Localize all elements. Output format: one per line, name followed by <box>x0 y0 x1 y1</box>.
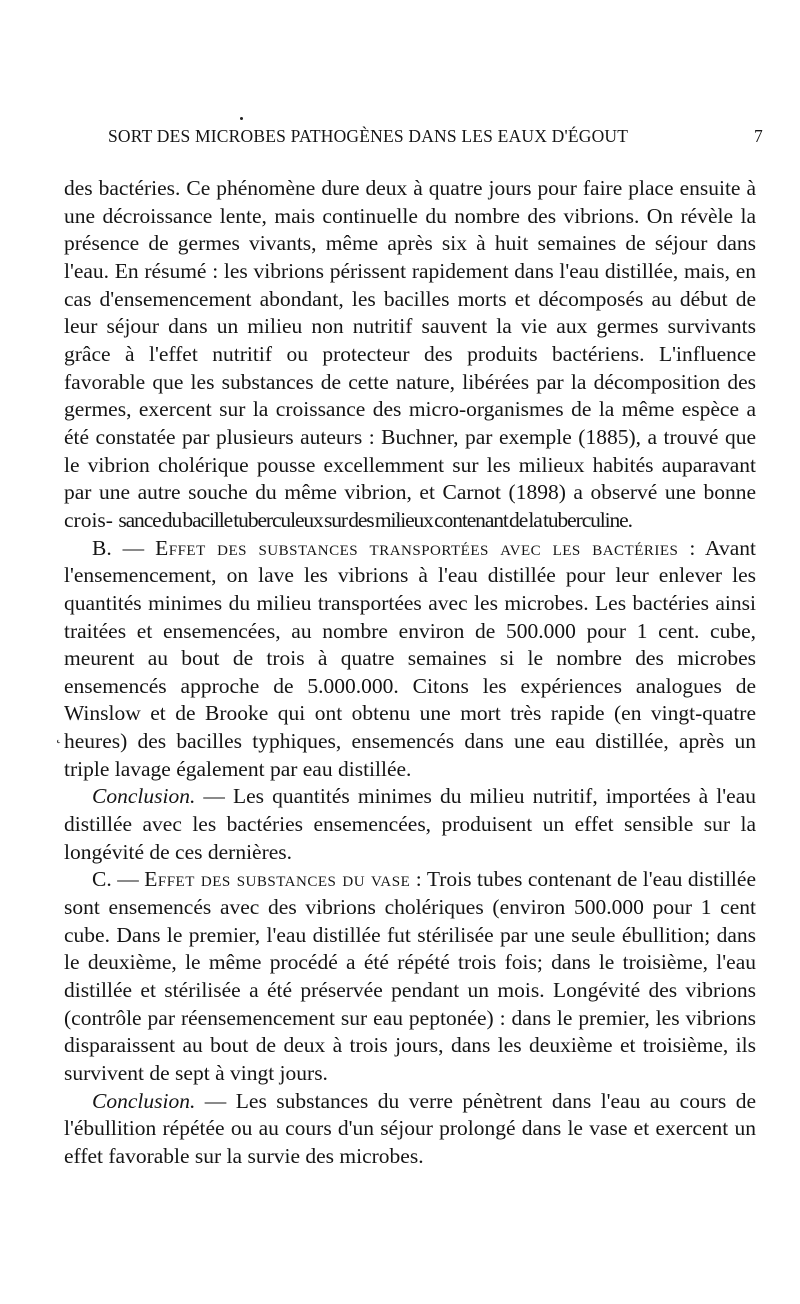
paragraph-text: : Avant l'ensemencement, on lave les vibrions à l'eau distillée pour leur enlever les quantités minimes du milieu transportées avec les microbes. Les bactéries ainsi traitées et ensemencées, au nombre environ de 500.000 pour 1 cent. cube, meurent au bout de trois à quatre semaines si le nombre des microbes ensemencés approche de 5.000.000. Citons les expériences analogues de Winslow et de Brooke qui ont obtenu une mort très rapide (en vingt-quatre heures) des bacilles typhiques, ensemencés dans une eau distillée, après un triple lavage également par eau distillée. <box>64 535 756 781</box>
margin-mark: ˛ <box>56 727 62 744</box>
page-number: 7 <box>754 126 763 146</box>
body-text <box>64 175 756 1171</box>
ink-speck <box>240 117 243 120</box>
paragraph-section-c <box>64 866 756 1087</box>
paragraph-text: des bactéries. Ce phénomène dure deux à quatre jours pour faire place ensuite à une décroissance lente, mais continuelle du nombre des vibrions. On révèle la présence de germes vivants, même après six à huit semaines de séjour dans l'eau. En résumé : les vibrions périssent rapidement dans l'eau distillée, mais, en cas d'ensemencement abondant, les bacilles morts et décomposés au début de leur séjour dans un milieu non nutritif sauvent la vie aux germes survivants grâce à l'effet nutritif ou protecteur des produits bactériens. L'influence favorable que les substances de cette nature, libérées par la décomposition des germes, exercent sur la croissance des micro-organismes de la même espèce a été constatée par plusieurs auteurs : Buchner, par exemple (1885), a trouvé que le vibrion cholérique pousse excellemment sur les milieux habités auparavant par une autre souche du même vibrion, et Carnot (1898) a observé une bonne crois- <box>64 176 756 532</box>
running-title: SORT DES MICROBES PATHOGÈNES DANS LES EAUX D'ÉGOUT <box>108 126 629 146</box>
section-label: C. — <box>92 867 145 892</box>
section-heading: Effet des substances du vase <box>144 867 411 892</box>
section-heading: Effet des substances transportées avec les bactéries <box>155 535 679 560</box>
paragraph-conclusion-2 <box>64 1088 756 1171</box>
running-head <box>108 126 763 152</box>
paragraph-text: : Trois tubes contenant de l'eau distillée sont ensemencés avec des vibrions cholériques (environ 500.000 pour 1 cent cube. Dans le premier, l'eau distillée fut stérilisée par une seule ébullition; dans le deuxième, le même procédé a été répété trois fois; dans le troisième, l'eau distillée et stérilisée a été préservée pendant un mois. Longévité des vibrions (contrôle par réensemencement sur eau peptonée) : dans le premier, les vibrions disparaissent au bout de deux à trois jours, dans les deuxième et troisième, ils survivent de sept à vingt jours. <box>64 867 756 1085</box>
paragraph-text: — Les quantités minimes du milieu nutritif, importées à l'eau distillée avec les bactéries ensemencées, produisent un effet sensible sur la longévité de ces dernières. <box>64 784 756 864</box>
conclusion-label: Conclusion. <box>92 1088 196 1113</box>
paragraph-continuation <box>64 175 756 535</box>
conclusion-label: Conclusion. <box>92 784 196 809</box>
paragraph-last-line: sance du bacille tuberculeux sur des milieux contenant de la tuberculine. <box>118 507 632 532</box>
paragraph-conclusion-1 <box>64 783 756 866</box>
section-label: B. — <box>92 535 156 560</box>
paragraph-section-b <box>64 535 756 784</box>
paragraph-text: — Les substances du verre pénètrent dans l'eau au cours de l'ébullition répétée ou au cours d'un séjour prolongé dans le vase et exercent un effet favorable sur la survie des microbes. <box>64 1088 756 1168</box>
